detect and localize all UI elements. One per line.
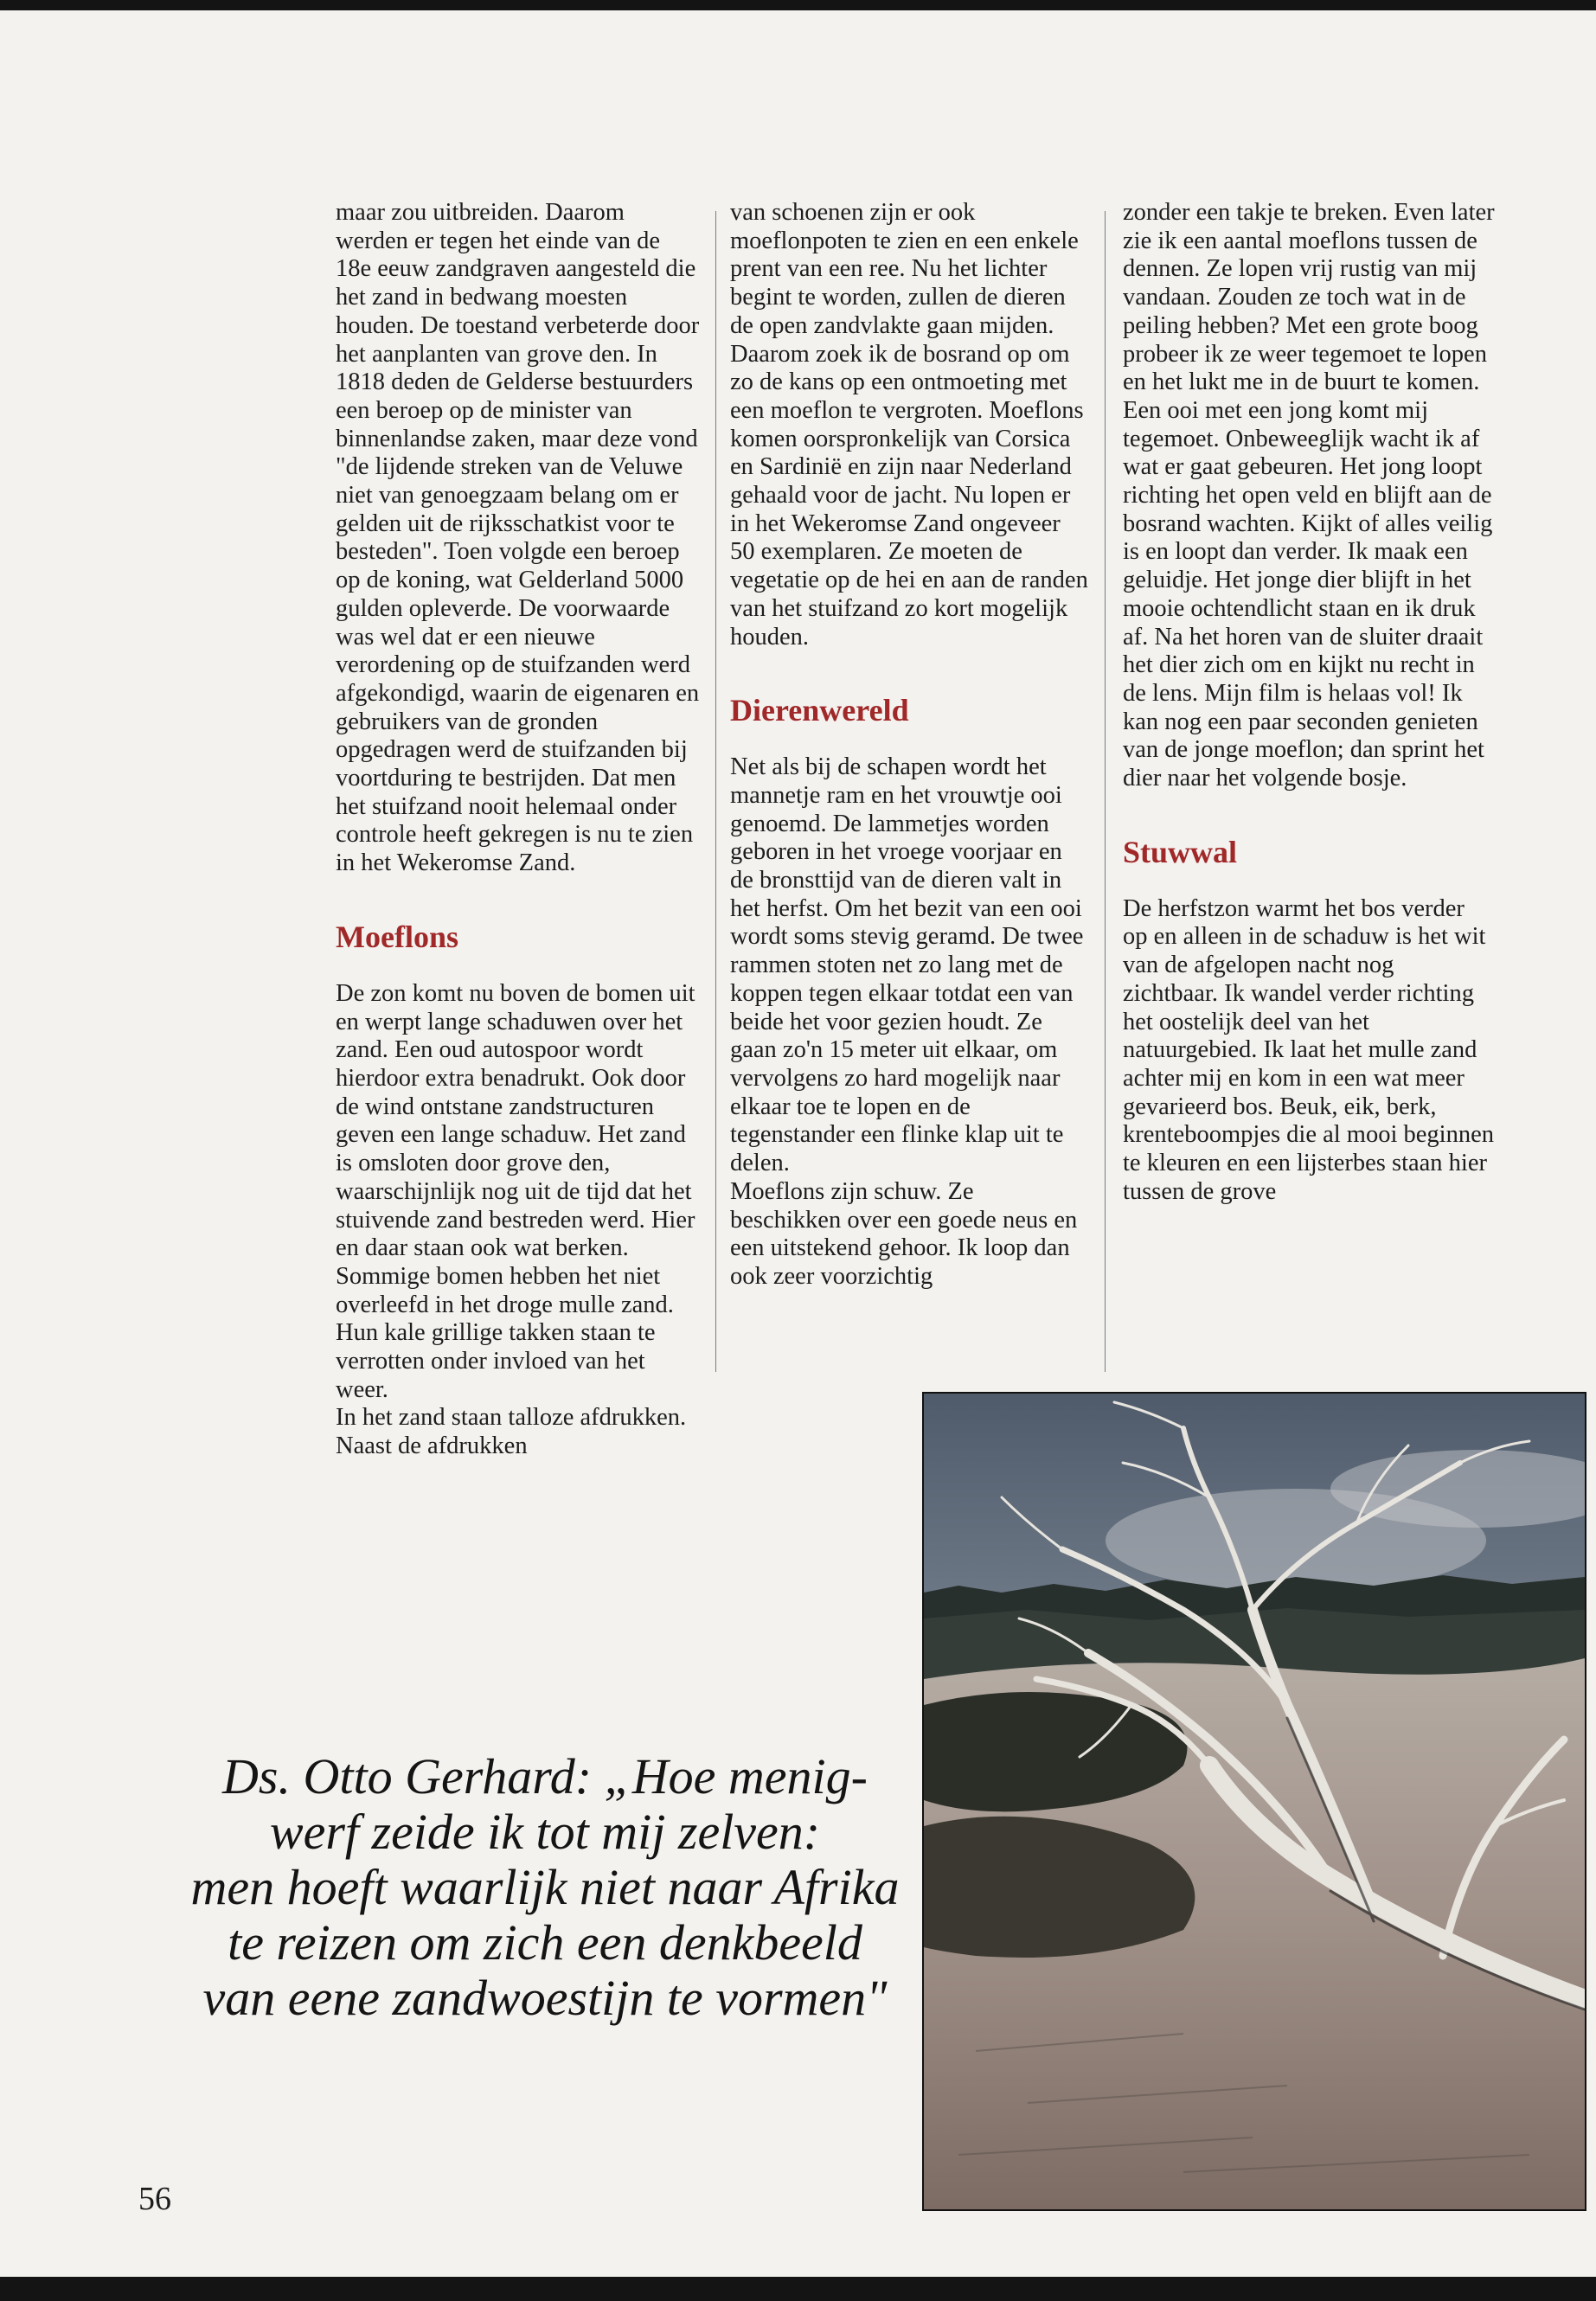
scan-border-bottom [0,2277,1596,2301]
column2-paragraph-2: Moeflons zijn schuw. Ze beschikken over een goede neus en een uitstekend gehoor. Ik loop dan ook zeer voorzichtig [730,1177,1078,1290]
column-divider-2 [1105,211,1106,1372]
quote-line-2: werf zeide ik tot mij zelven: [269,1804,821,1860]
column1-intro: maar zou uitbreiden. Daarom werden er tegen het einde van de 18e eeuw zandgraven aangesteld die het zand in bedwang moesten houden. De toestand verbeterde door het aanplanten van grove den. In 1818 deden de Gelderse bestuurders een beroep op de minister van binnenlandse zaken, maar deze vond "de lijdende streken van de Veluwe niet van genoegzaam belang om er gelden uit de rijksschatkist voor te besteden". Toen volgde een beroep op de koning, wat Gelderland 5000 gulden opleverde. De voorwaarde was wel dat er een nieuwe verordening op de stuifzanden werd afgekondigd, waarin de eigenaren en gebruikers van de gronden opgedragen werd de stuifzanden bij voortduring te bestrijden. Dat men het stuifzand nooit helemaal onder controle heeft gekregen is nu te zien in het Wekeromse Zand. [336,199,700,877]
quote-line-3: men hoeft waarlijk niet naar Afrika [190,1859,900,1915]
column-divider-1 [715,211,716,1372]
pull-quote [138,1749,952,2026]
magazine-page [0,10,1596,2277]
dead-tree-photo [922,1392,1586,2211]
dead-tree-illustration [924,1394,1585,2209]
column3-paragraph-2: Een ooi met een jong komt mij tegemoet. Onbeweeglijk wacht ik af wat er gaat gebeuren. Het jong loopt richting het open veld en blijft aan de bosrand wachten. Kijkt of alles veilig is en loopt dan verder. Ik maak een geluidje. Het jonge dier blijft in het mooie ochtendlicht staan en ik druk af. Na het horen van de sluiter draait het dier zich om en kijkt nu recht in de lens. Mijn film is helaas vol! Ik kan nog een paar seconden genieten van de jonge moeflon; dan sprint het dier naar het volgende bosje. [1123,396,1493,792]
column2-intro: van schoenen zijn er ook moeflonpoten te zien en een enkele prent van een ree. Nu het lichter begint te worden, zullen de dieren de open zandvlakte gaan mijden. Daarom zoek ik de bosrand op om zo de kans op een ontmoeting met een moeflon te vergroten. Moeflons komen oorspronkelijk van Corsica en Sardinië en zijn naar Nederland gehaald voor de jacht. Nu lopen er in het Wekeromse Zand ongeveer 50 exemplaren. Ze moeten de vegetatie op de hei en aan de randen van het stuifzand zo kort mogelijk houden. [730,199,1088,651]
heading-dierenwereld: Dierenwereld [730,693,909,728]
column3-paragraph-3: De herfstzon warmt het bos verder op en alleen in de schaduw is het wit van de afgelopen nacht nog zichtbaar. Ik wandel verder richting het oostelijk deel van het natuurgebied. Ik laat het mulle zand achter mij en kom in een wat meer gevarieerd bos. Beuk, eik, berk, krenteboompjes die al mooi beginnen te kleuren en een lijsterbes staan hier tussen de grove [1123,894,1494,1205]
column2-paragraph-1: Net als bij de schapen wordt het mannetje ram en het vrouwtje ooi genoemd. De lammetjes worden geboren in het vroege voorjaar en de bronsttijd van de dieren valt in het herfst. Om het bezit van een ooi wordt soms stevig geramd. De twee rammen stoten net zo lang met de koppen tegen elkaar totdat een van beide het voor gezien houdt. Ze gaan zo'n 15 meter uit elkaar, om vervolgens zo hard mogelijk naar elkaar toe te lopen en de tegenstander een flinke klap uit te delen. [730,753,1084,1177]
column3-intro: zonder een takje te breken. Even later zie ik een aantal moeflons tussen de dennen. Ze lopen vrij rustig van mij vandaan. Zouden ze toch wat in de peiling hebben? Met een grote boog probeer ik ze weer tegemoet te lopen en het lukt me in de buurt te komen. [1123,199,1495,396]
quote-line-5: van eene zandwoestijn te vormen" [202,1970,888,2026]
heading-moeflons: Moeflons [336,919,458,954]
column1-paragraph-1: De zon komt nu boven de bomen uit en werpt lange schaduwen over het zand. Een oud autospoor wordt hierdoor extra benadrukt. Ook door de wind ontstane zandstructuren geven een lange schaduw. Het zand is omsloten door grove den, waarschijnlijk nog uit de tijd dat het stuivende zand bestreden werd. Hier en daar staan ook wat berken. Sommige bomen hebben het niet overleefd in het droge mulle zand. Hun kale grillige takken staan te verrotten onder invloed van het weer. [336,979,695,1403]
text-column-1 [336,199,701,1461]
page-number: 56 [138,2181,171,2217]
quote-line-4: te reizen om zich een denkbeeld [228,1914,862,1971]
quote-line-1: Ds. Otto Gerhard: „Hoe menig- [222,1748,868,1804]
text-column-3 [1123,199,1495,1207]
column1-paragraph-2: In het zand staan talloze afdrukken. Naast de afdrukken [336,1404,687,1460]
text-column-2 [730,199,1089,1292]
heading-stuwwal: Stuwwal [1123,834,1238,869]
